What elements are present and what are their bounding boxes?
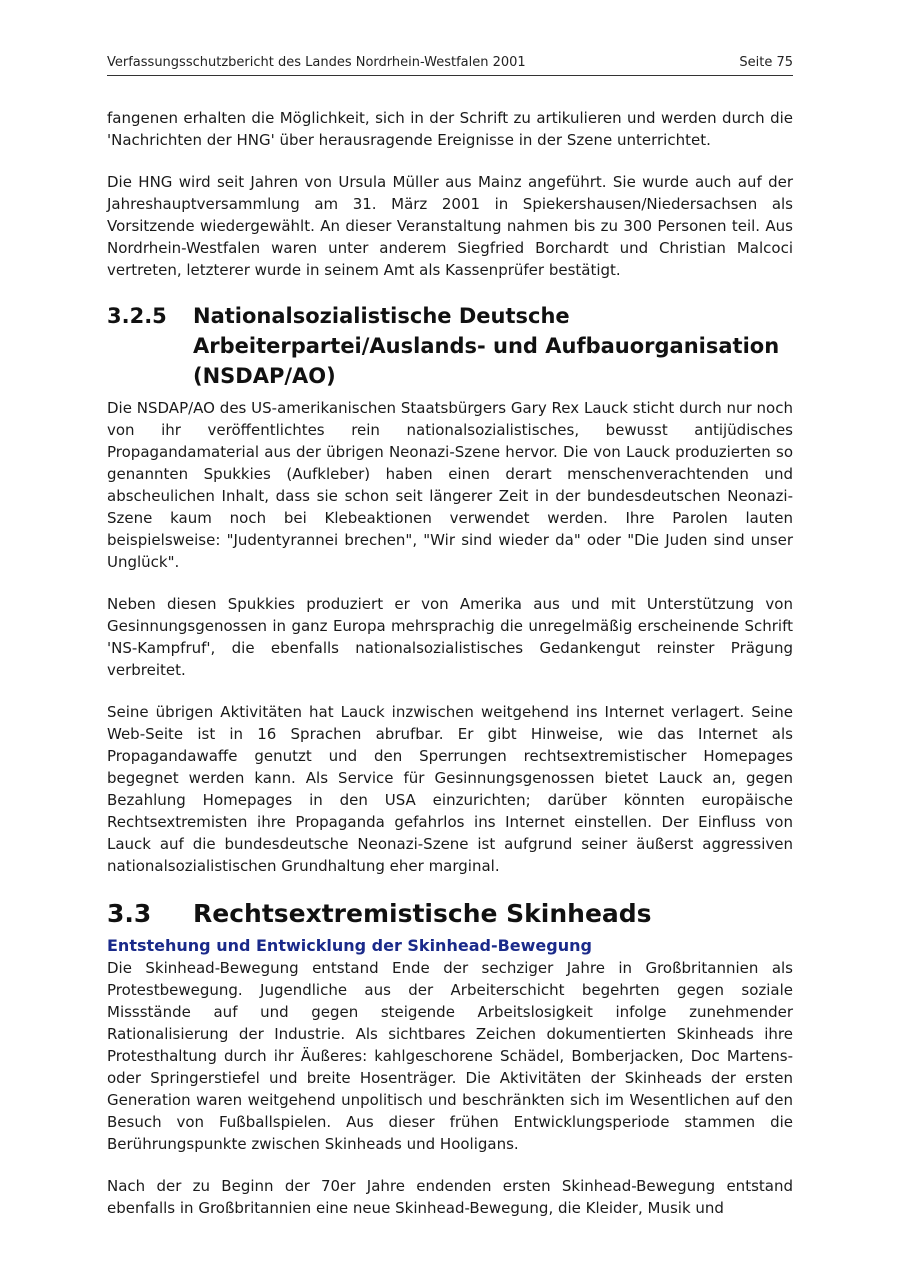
subsection-heading: Entstehung und Entwicklung der Skinhead-Bewegung xyxy=(107,936,592,955)
section-title: Rechtsextremistische Skinheads xyxy=(193,899,652,928)
section-heading-3-2-5 xyxy=(107,301,793,391)
paragraph: Die Skinhead-Bewegung entstand Ende der sechziger Jahre in Großbritannien als Protestbewegung. Jugendliche aus der Arbeiterschicht begehrten gegen soziale Missstände auf und gegen steigende Arbeitslosigkeit infolge zunehmender Rationalisierung der Industrie. Als sichtbares Zeichen dokumentierten Skinheads ihre Protesthaltung durch ihr Äußeres: kahlgeschorene Schädel, Bomberjacken, Doc Martens- oder Springerstiefel und breite Hosenträger. Die Aktivitäten der Skinheads der ersten Generation waren weitgehend unpolitisch und beschränkten sich im Wesentlichen auf den Besuch von Fußballspielen. Aus dieser frühen Entwicklungsperiode stammen die Berührungspunkte zwischen Skinheads und Hooligans. xyxy=(107,959,793,1153)
running-header xyxy=(107,53,793,76)
header-title: Verfassungsschutzbericht des Landes Nordrhein-Westfalen 2001 xyxy=(107,55,526,70)
paragraph: Die HNG wird seit Jahren von Ursula Müller aus Mainz angeführt. Sie wurde auch auf der Jahreshauptversammlung am 31. März 2001 in Spiekershausen/Niedersachsen als Vorsitzende wiedergewählt. An dieser Veranstaltung nahmen bis zu 300 Personen teil. Aus Nordrhein-Westfalen waren unter anderem Siegfried Borchardt und Christian Malcoci vertreten, letzterer wurde in seinem Amt als Kassenprüfer bestätigt. xyxy=(107,173,793,279)
page-number: Seite 75 xyxy=(739,55,793,70)
section-number: 3.3 xyxy=(107,899,152,928)
section-title: Nationalsozialistische Deutsche Arbeiterpartei/Auslands- und Aufbauorganisation (NSDAP/AO) xyxy=(193,304,780,388)
paragraph: fangenen erhalten die Möglichkeit, sich in der Schrift zu artikulieren und werden durch die 'Nachrichten der HNG' über herausragende Ereignisse in der Szene unterrichtet. xyxy=(107,109,793,149)
document-body xyxy=(107,107,793,1219)
paragraph: Seine übrigen Aktivitäten hat Lauck inzwischen weitgehend ins Internet verlagert. Seine Web-Seite ist in 16 Sprachen abrufbar. Er gibt Hinweise, wie das Internet als Propagandawaffe genutzt und den Sperrungen rechtsextremistischer Homepages begegnet werden kann. Als Service für Gesinnungsgenossen bietet Lauck an, gegen Bezahlung Homepages in den USA einzurichten; darüber könnten europäische Rechtsextremisten ihre Propaganda gefahrlos ins Internet einstellen. Der Einfluss von Lauck auf die bundesdeutsche Neonazi-Szene ist aufgrund seiner äußerst aggressiven nationalsozialistischen Grundhaltung eher marginal. xyxy=(107,703,793,875)
paragraph: Die NSDAP/AO des US-amerikanischen Staatsbürgers Gary Rex Lauck sticht durch nur noch von ihr veröffentlichtes rein nationalsozialistisches, bewusst antijüdisches Propagandamaterial aus der übrigen Neonazi-Szene hervor. Die von Lauck produzierten so genannten Spukkies (Aufkleber) haben einen derart menschenverachtenden und abscheulichen Inhalt, dass sie schon seit längerer Zeit in der bundesdeutschen Neonazi-Szene kaum noch bei Klebeaktionen verwendet werden. Ihre Parolen lauten beispielsweise: "Judentyrannei brechen", "Wir sind wieder da" oder "Die Juden sind unser Unglück". xyxy=(107,399,793,571)
paragraph: Neben diesen Spukkies produziert er von Amerika aus und mit Unterstützung von Gesinnungsgenossen in ganz Europa mehrsprachig die unregelmäßig erscheinende Schrift 'NS-Kampfruf', die ebenfalls nationalsozialistisches Gedankengut reinster Prägung verbreitet. xyxy=(107,595,793,679)
section-number: 3.2.5 xyxy=(107,304,167,328)
section-heading-3-3 xyxy=(107,897,793,931)
paragraph: Nach der zu Beginn der 70er Jahre endenden ersten Skinhead-Bewegung entstand ebenfalls in Großbritannien eine neue Skinhead-Bewegung, die Kleider, Musik und xyxy=(107,1177,793,1217)
